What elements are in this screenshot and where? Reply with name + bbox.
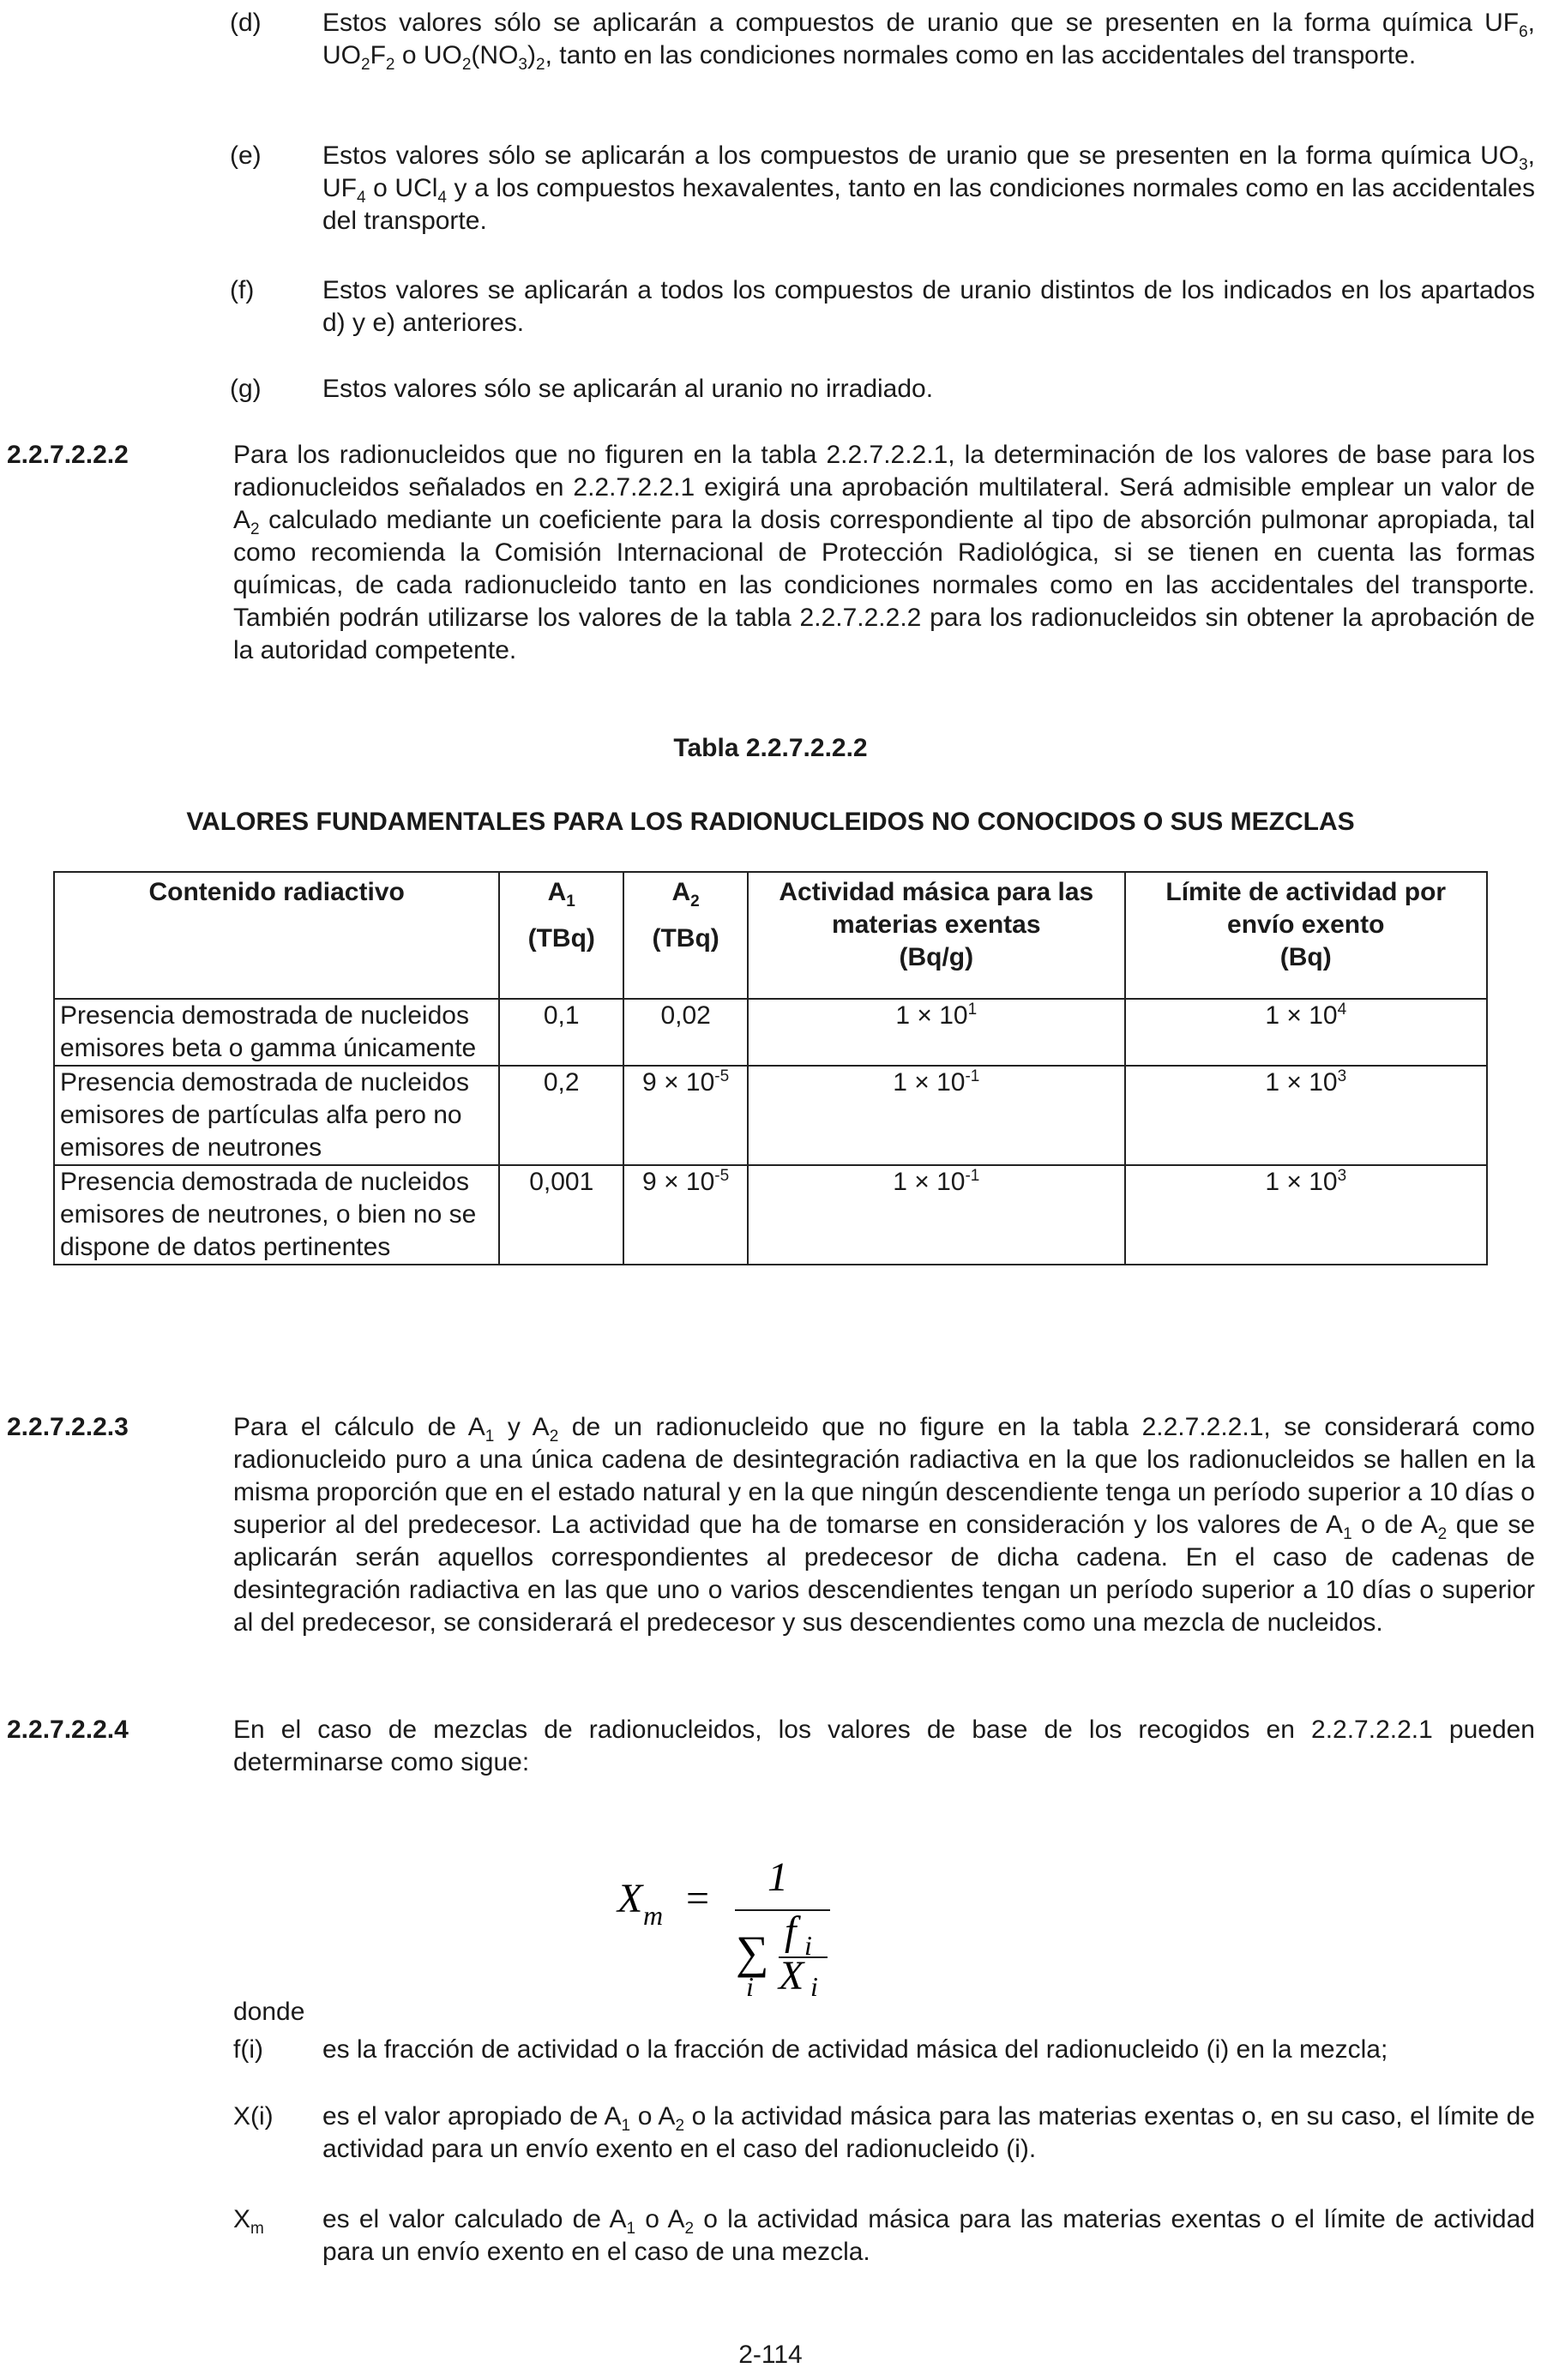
section-number: 2.2.7.2.2.2 <box>7 441 129 469</box>
header-unit: (TBq) <box>527 924 595 953</box>
section-number: 2.2.7.2.2.4 <box>7 1716 129 1744</box>
definition-text: es el valor calculado de $A_1$ o $A_2$ o la actividad másica para las materias exentas o el límite de actividad para un envío exento en el caso de una mezcla. <box>322 2205 1535 2266</box>
where-label: donde <box>233 1998 305 2026</box>
section-text: Para el cálculo de $A_1$ y $A_2$ de un radionucleido que no figure en la tabla 2.2.7.2.2.1, se considerará como radionucleido puro a una única cadena de desintegración radiactiva en la que los radionucleidos se hallen en la misma proporción que en el estado natural y en la que ningún descendiente tenga un período superior a 10 días o superior al del predecesor. La actividad que ha de tomarse en consideración y los valores de $A_1$ o de $A_2$ que se aplicarán serán aquellos correspondientes al predecesor de dicha cadena. En el caso de cadenas de desintegración radiactiva en las que uno o varios descendientes tengan un período superior a 10 días o superior al del predecesor, se considerará el predecesor y sus descendientes como una mezcla de nucleidos. <box>233 1413 1535 1637</box>
header-unit: (TBq) <box>652 924 719 953</box>
sum-symbol: ∑ <box>736 1926 769 1978</box>
inner-numerator: f <box>785 1908 797 1954</box>
section-number: 2.2.7.2.2.3 <box>7 1413 129 1441</box>
sum-index: i <box>746 1971 754 1998</box>
cell-mass-activity: $1 \times 10^1$ <box>748 999 1124 1066</box>
table-row <box>54 1165 1487 1265</box>
page-number: 2-114 <box>738 2341 803 2369</box>
cell-a2: $9 \times 10^{-5}$ <box>623 1165 748 1265</box>
table-row <box>54 1066 1487 1165</box>
values-table <box>53 871 1488 1265</box>
table-title: VALORES FUNDAMENTALES PARA LOS RADIONUCLEIDOS NO CONOCIDOS O SUS MEZCLAS <box>186 808 1355 836</box>
formula-lhs: X <box>617 1876 643 1921</box>
inner-denominator-sub: i <box>810 1971 818 1998</box>
header-line: $A_2$ <box>671 878 700 911</box>
inner-numerator-sub: i <box>804 1930 812 1961</box>
header-line: $A_1$ <box>547 878 575 911</box>
cell-a2: $9 \times 10^{-5}$ <box>623 1066 748 1165</box>
header-mass-activity <box>748 872 1124 999</box>
formula-lhs-sub: m <box>643 1900 664 1931</box>
header-unit: (Bq) <box>1279 943 1332 971</box>
header-a2 <box>623 872 748 999</box>
header-a1 <box>499 872 623 999</box>
formula-numerator: 1 <box>767 1854 788 1900</box>
header-line: Contenido radiactivo <box>148 878 405 906</box>
cell-a1: 0,001 <box>499 1165 623 1265</box>
header-line: Actividad másica para las materias exentas <box>779 878 1094 939</box>
cell-mass-activity: $1 \times 10^{-1}$ <box>748 1165 1124 1265</box>
section-text: En el caso de mezclas de radionucleidos, los valores de base de los recogidos en 2.2.7.2.2.1 pueden determinarse como sigue: <box>233 1716 1535 1776</box>
definition-text: es la fracción de actividad o la fracción de actividad másica del radionucleido (i) en la mezcla; <box>322 2035 1388 2064</box>
cell-consignment-limit: $1 \times 10^3$ <box>1125 1066 1488 1165</box>
cell-content: Presencia demostrada de nucleidos emisores de partículas alfa pero no emisores de neutrones <box>54 1066 499 1165</box>
header-unit: (Bq/g) <box>899 943 974 971</box>
section-text: Para los radionucleidos que no figuren en la tabla 2.2.7.2.2.1, la determinación de los valores de base para los radionucleidos señalados en 2.2.7.2.2.1 exigirá una aprobación multilateral. Será admisible emplear un valor de $A_2$ calculado mediante un coeficiente para la dosis correspondiente al tipo de absorción pulmonar apropiada, tal como recomienda la Comisión Internacional de Protección Radiológica, si se tienen en cuenta las formas químicas, de cada radionucleido tanto en las condiciones normales como en las accidentales del transporte. También podrán utilizarse los valores de la tabla 2.2.7.2.2.2 para los radionucleidos sin obtener la aprobación de la autoridad competente. <box>233 441 1535 664</box>
item-text: Estos valores se aplicarán a todos los compuestos de uranio distintos de los indicados en los apartados d) y e) anteriores. <box>322 276 1535 337</box>
definition-term: f(i) <box>233 2035 263 2064</box>
definition-term: X(i) <box>233 2102 274 2131</box>
table-header-row <box>54 872 1487 999</box>
item-label: (f) <box>230 276 255 304</box>
definition-term: $X_m$ <box>233 2205 264 2238</box>
cell-a1: 0,1 <box>499 999 623 1066</box>
header-consignment-limit <box>1125 872 1488 999</box>
formula-equals: = <box>686 1876 710 1921</box>
item-label: (e) <box>230 141 262 170</box>
inner-denominator: X <box>779 1953 804 1998</box>
item-label: (d) <box>230 9 262 37</box>
item-label: (g) <box>230 375 262 403</box>
cell-consignment-limit: $1 \times 10^4$ <box>1125 999 1488 1066</box>
mixture-formula <box>600 1826 858 1998</box>
cell-content: Presencia demostrada de nucleidos emisores beta o gamma únicamente <box>54 999 499 1066</box>
item-text: Estos valores sólo se aplicarán al uranio no irradiado. <box>322 375 934 403</box>
item-text: Estos valores sólo se aplicarán a compuestos de uranio que se presenten en la forma química $UF_6$, $UO_2F_2$ o $UO_2(NO_3)_2$, tanto en las condiciones normales como en las accidentales del transporte. <box>322 9 1535 74</box>
cell-a2: 0,02 <box>623 999 748 1066</box>
cell-content: Presencia demostrada de nucleidos emisores de neutrones, o bien no se dispone de datos pertinentes <box>54 1165 499 1265</box>
cell-consignment-limit: $1 \times 10^3$ <box>1125 1165 1488 1265</box>
cell-mass-activity: $1 \times 10^{-1}$ <box>748 1066 1124 1165</box>
definition-text: es el valor apropiado de $A_1$ o $A_2$ o la actividad másica para las materias exentas o, en su caso, el límite de actividad para un envío exento en el caso del radionucleido (i). <box>322 2102 1535 2163</box>
header-content <box>54 872 499 999</box>
header-line: Límite de actividad por envío exento <box>1165 878 1447 939</box>
item-text: Estos valores sólo se aplicarán a los compuestos de uranio que se presenten en la forma química $UO_3$, $UF_4$ o UCl$_4$ y a los compuestos hexavalentes, tanto en las condiciones normales como en las accidentales del transporte. <box>322 141 1535 235</box>
table-row <box>54 999 1487 1066</box>
table-caption: Tabla 2.2.7.2.2.2 <box>673 734 868 762</box>
cell-a1: 0,2 <box>499 1066 623 1165</box>
